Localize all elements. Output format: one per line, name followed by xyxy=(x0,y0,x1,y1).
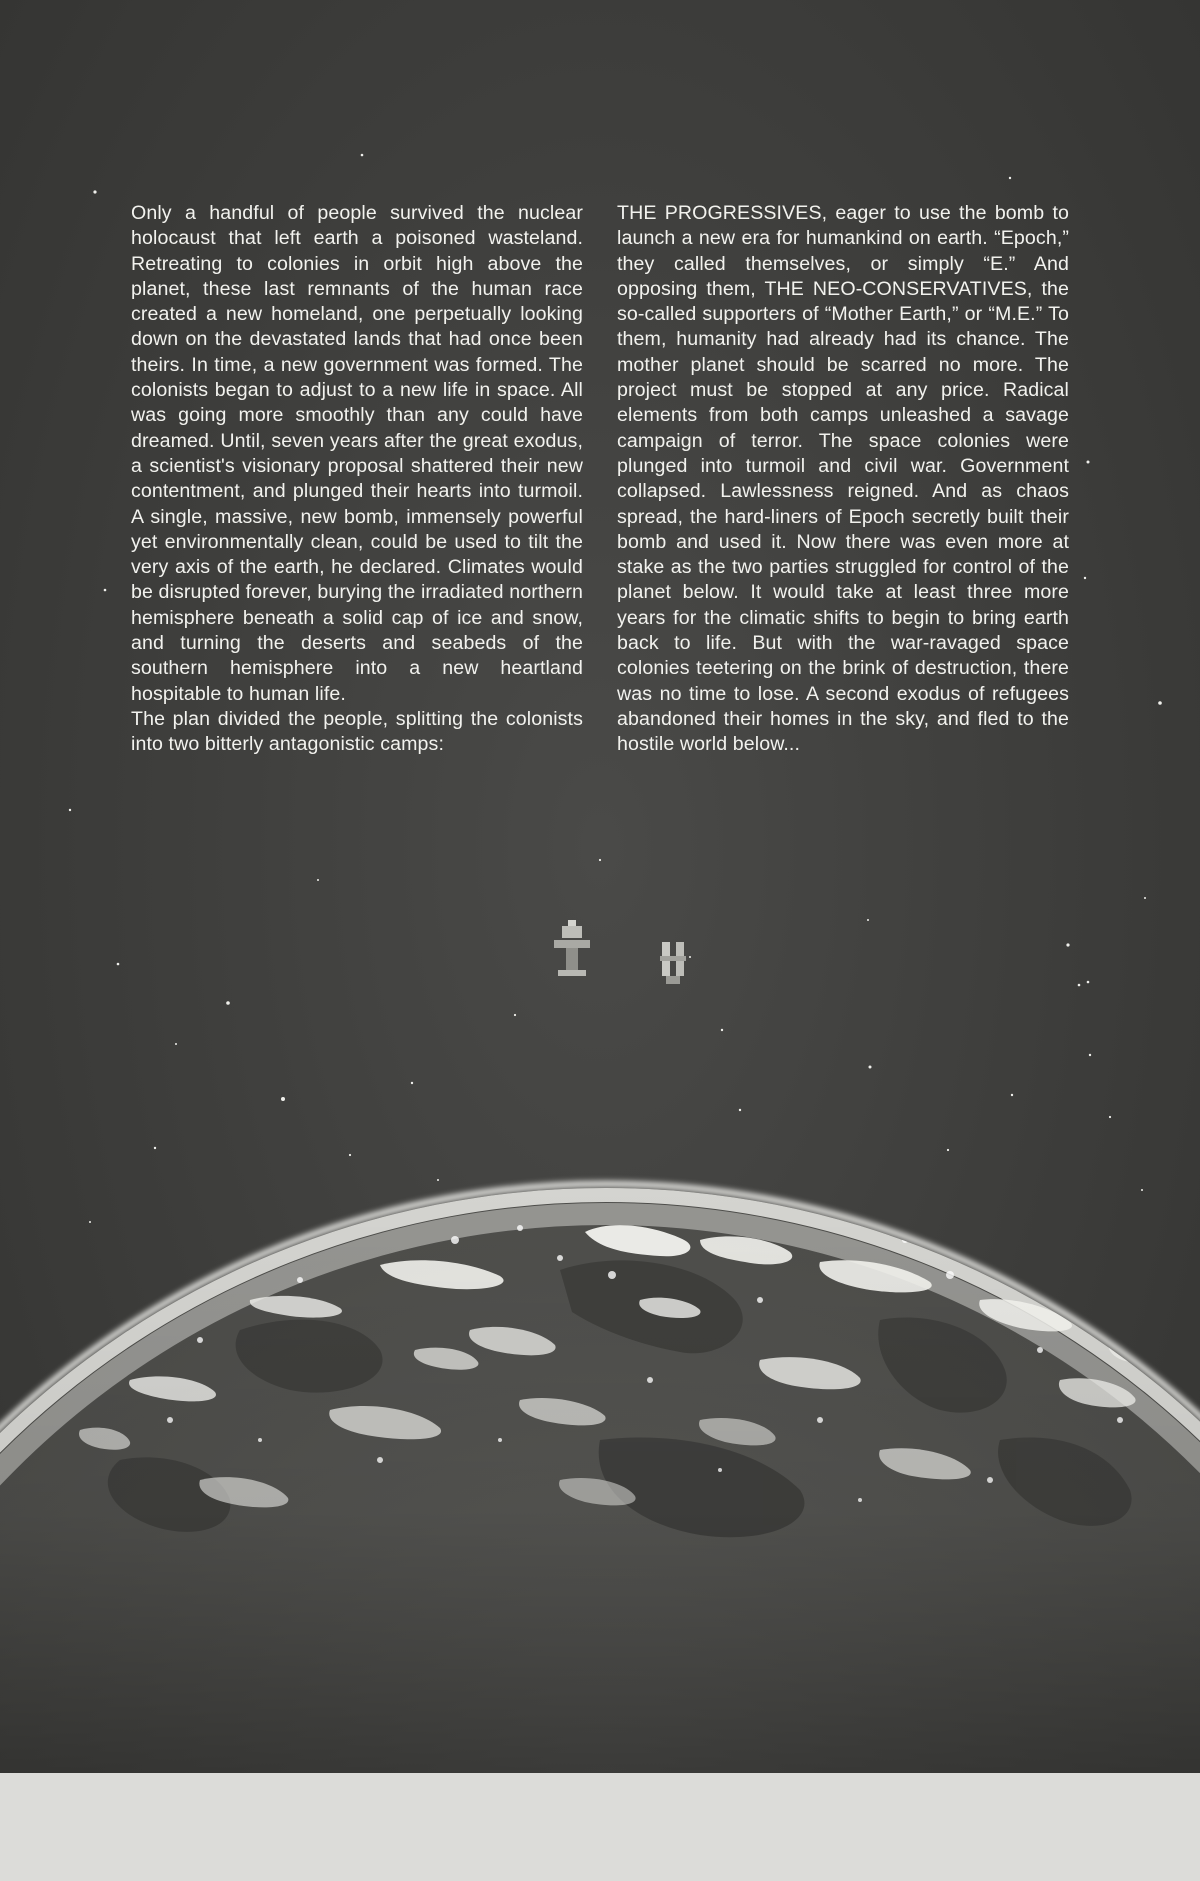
intro-paragraph-1: Only a handful of people survived the nuclear holocaust that left earth a poisoned wasteland. Retreating to colonies in orbit high above the planet, these last remnants of the human race created a new homeland, one perpetually looking down on the devastated lands that had once been theirs. In time, a new government was formed. The colonists began to adjust to a new life in space. All was going more smoothly than any could have dreamed. Until, seven years after the great exodus, a scientist's visionary proposal shattered their new contentment, and plunged their hearts into turmoil. A single, massive, new bomb, immensely powerful yet environmentally clean, could be used to tilt the very axis of the earth, he declared. Climates would be disrupted forever, burying the irradiated northern hemisphere beneath a solid cap of ice and snow, and turning the deserts and seabeds of the southern hemisphere into a new heartland hospitable to human life. xyxy=(131,202,583,705)
intro-paragraph-3: THE PROGRESSIVES, eager to use the bomb to launch a new era for humankind on earth. “Epoch,” they called themselves, or simply “E.” And opposing them, THE NEO-CONSERVATIVES, the so-called supporters of “Mother Earth,” or “M.E.” To them, humanity had already had its chance. The mother planet should be scarred no more. The project must be stopped at any price. Radical elements from both camps unleashed a savage campaign of terror. The space colonies were plunged into turmoil and civil war. Government collapsed. Lawlessness reigned. And as chaos spread, the hard-liners of Epoch secretly built their bomb and used it. Now there was even more at stake as the two parties struggled for control of the planet below. It would take at least three more years for the climatic shifts to begin to bring earth back to life. But with the war-ravaged space colonies teetering on the brink of destruction, there was no time to lose. A second exodus of refugees abandoned their homes in the sky, and fled to the hostile world below... xyxy=(617,202,1069,756)
intro-left-column xyxy=(131,201,583,758)
page-bottom-margin xyxy=(0,1773,1200,1881)
intro-paragraph-2: The plan divided the people, splitting the colonists into two bitterly antagonistic camps: xyxy=(131,707,583,756)
intro-right-column xyxy=(617,201,1069,758)
